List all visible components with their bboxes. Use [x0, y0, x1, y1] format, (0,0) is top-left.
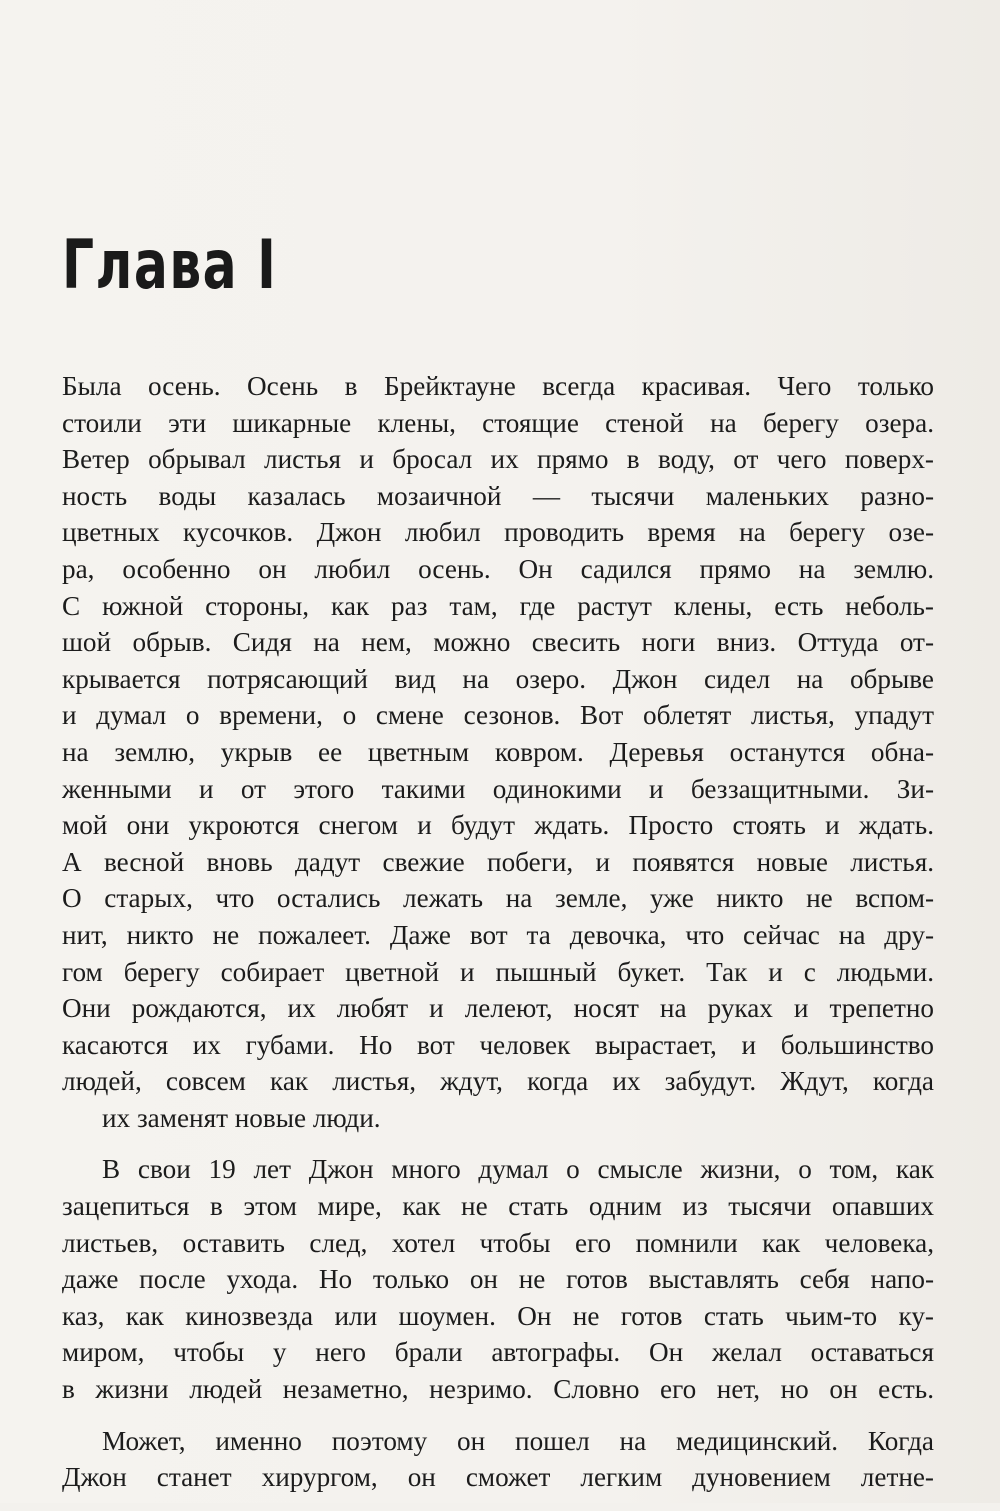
text-line: и думал о времени, о смене сезонов. Вот облетят листья, упадут — [62, 700, 934, 731]
text-line: нит, никто не пожалеет. Даже вот та девочка, что сейчас на дру- — [62, 919, 934, 950]
text-line: крывается потрясающий вид на озеро. Джон сидел на обрыве — [62, 663, 934, 694]
text-line: стоили эти шикарные клены, стоящие стеной на берегу озера. — [62, 407, 934, 438]
text-line: ность воды казалась мозаичной — тысячи маленьких разно- — [62, 480, 934, 511]
text-line: Джон станет хирургом, он сможет легким дуновением летне- — [62, 1462, 934, 1493]
text-line: О старых, что остались лежать на земле, уже никто не вспом- — [62, 883, 934, 914]
text-line: мой они укроются снегом и будут ждать. Просто стоять и ждать. — [62, 810, 934, 841]
text-line: Может, именно поэтому он пошел на медицинский. Когда — [102, 1425, 934, 1456]
text-line: зацепиться в этом мире, как не стать одним из тысячи опавших — [62, 1191, 934, 1222]
text-line: Они рождаются, их любят и лелеют, носят на руках и трепетно — [62, 993, 934, 1024]
paragraph-2 — [62, 1151, 934, 1407]
text-line: В свои 19 лет Джон много думал о смысле жизни, о том, как — [102, 1154, 934, 1185]
text-line: гом берегу собирает цветной и пышный букет. Так и с людьми. — [62, 956, 934, 987]
text-line: листьев, оставить след, хотел чтобы его помнили как человека, — [62, 1227, 934, 1258]
text-line: женными и от этого такими одинокими и беззащитными. Зи- — [62, 773, 934, 804]
text-line: шой обрыв. Сидя на нем, можно свесить ноги вниз. Оттуда от- — [62, 627, 934, 658]
text-line: их заменят новые люди. — [102, 1102, 381, 1133]
chapter-body — [62, 368, 934, 1511]
text-line: в жизни людей незаметно, незримо. Словно его нет, но он есть. — [62, 1374, 934, 1405]
text-line: каз, как кинозвезда или шоумен. Он не готов стать чьим-то ку- — [62, 1300, 934, 1331]
text-line: цветных кусочков. Джон любил проводить время на берегу озе- — [62, 517, 934, 548]
paragraph-3 — [62, 1423, 934, 1496]
text-line: людей, совсем как листья, ждут, когда их забудут. Ждут, когда — [62, 1066, 934, 1097]
text-line: С южной стороны, как раз там, где растут клены, есть неболь- — [62, 590, 934, 621]
text-line: Была осень. Осень в Брейктауне всегда красивая. Чего только — [62, 371, 934, 401]
text-line: Ветер обрывал листья и бросал их прямо в воду, от чего поверх- — [62, 444, 934, 475]
text-line: даже после ухода. Но только он не готов выставлять себя напо- — [62, 1264, 934, 1295]
chapter-title: Глава I — [62, 226, 278, 305]
text-line: касаются их губами. Но вот человек вырастает, и большинство — [62, 1029, 934, 1060]
text-line: миром, чтобы у него брали автографы. Он желал оставаться — [62, 1337, 934, 1368]
paragraph-1 — [62, 368, 934, 1136]
text-line: на землю, укрыв ее цветным ковром. Деревья останутся обна- — [62, 736, 934, 767]
text-line: А весной вновь дадут свежие побеги, и появятся новые листья. — [62, 846, 934, 877]
text-line: ра, особенно он любил осень. Он садился прямо на землю. — [62, 553, 934, 584]
